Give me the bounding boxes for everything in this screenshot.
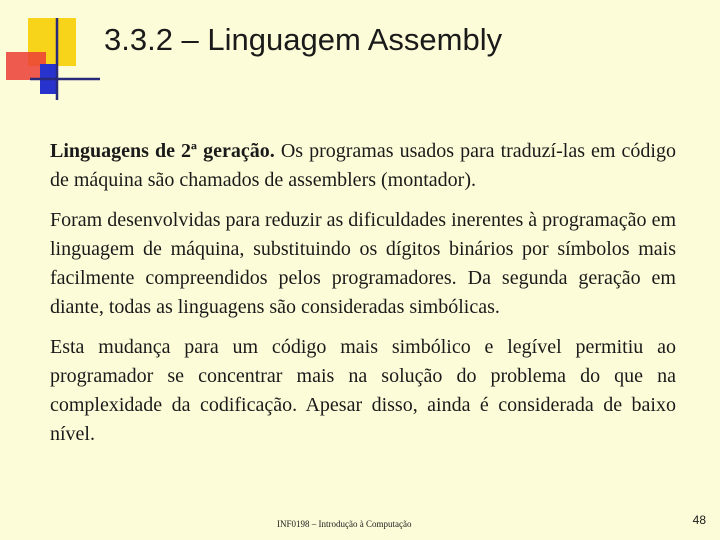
slide-logo-icon bbox=[0, 0, 100, 110]
paragraph-2: Foram desenvolvidas para reduzir as dificuldades inerentes à programação em linguagem de máquina, substituindo os dígitos binários por símbolos mais facilmente compreendidos pelos programadores. Da segunda geração em diante, todas as linguagens são consideradas simbólicas. bbox=[50, 209, 676, 318]
paragraph-1 bbox=[50, 137, 676, 195]
paragraph-3: Esta mudança para um código mais simbólico e legível permitiu ao programador se concentrar mais na solução do problema do que na complexidade da codificação. Apesar disso, ainda é considerada de baixo nível. bbox=[50, 336, 676, 445]
slide-footer: INF0198 – Introdução à Computação bbox=[277, 519, 412, 529]
paragraph-1-bold-lead: Linguagens de 2ª geração. bbox=[50, 140, 275, 162]
page-number: 48 bbox=[692, 513, 706, 527]
slide-title: 3.3.2 – Linguagem Assembly bbox=[104, 22, 503, 57]
slide-body bbox=[50, 137, 676, 449]
paragraph-1-text: Os programas usados para traduzí-las em código de máquina são chamados de assemblers (montador). bbox=[50, 140, 676, 191]
